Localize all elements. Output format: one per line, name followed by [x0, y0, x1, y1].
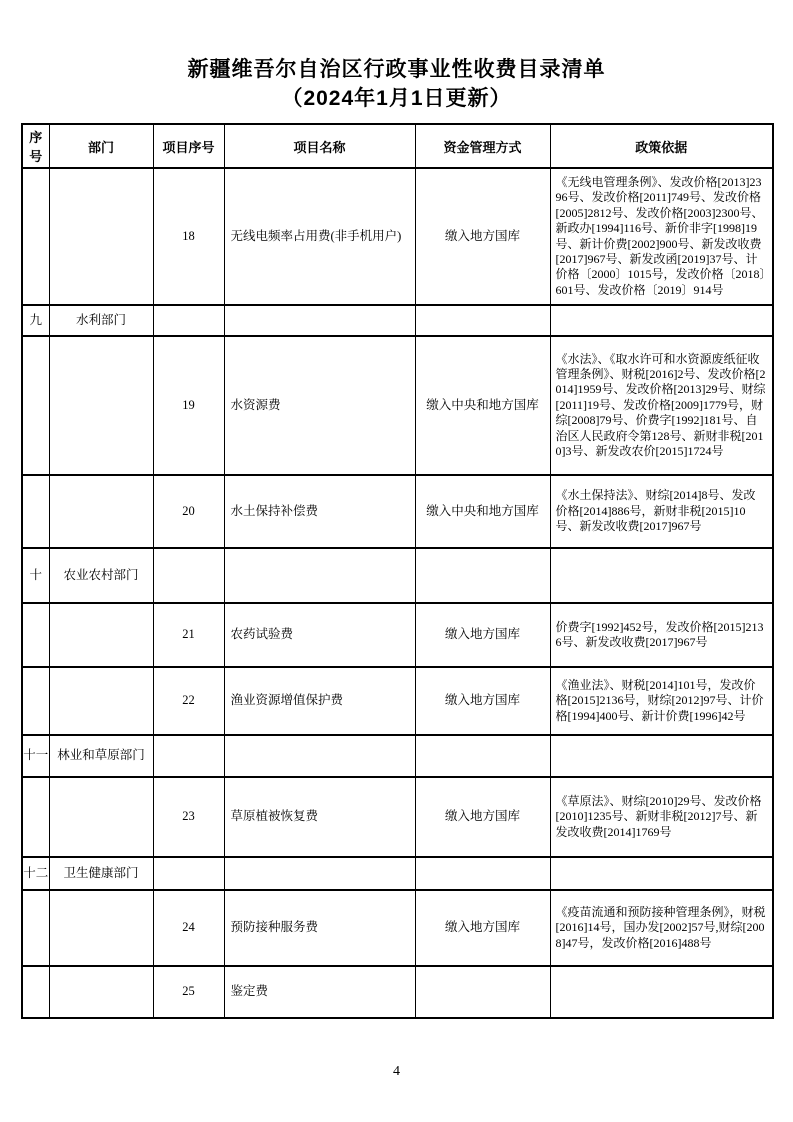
cell-dept: [49, 667, 153, 735]
cell-item-name: 水土保持补偿费: [224, 475, 415, 548]
table-header-row: [22, 124, 773, 168]
cell-seq: 十一: [22, 735, 49, 777]
col-header-dept: 部门: [49, 124, 153, 168]
table-row: [22, 603, 773, 667]
cell-policy: 价费字[1992]452号，发改价格[2015]2136号、新发改收费[2017]967号: [550, 603, 773, 667]
cell-policy: 《水土保持法》、财综[2014]8号、发改价格[2014]886号，新财非税[2015]10号、新发改收费[2017]967号: [550, 475, 773, 548]
cell-policy: 《草原法》、财综[2010]29号、发改价格[2010]1235号、新财非税[2012]7号、新发改收费[2014]1769号: [550, 777, 773, 857]
cell-dept: 农业农村部门: [49, 548, 153, 603]
document-title: [0, 55, 793, 113]
cell-seq: [22, 777, 49, 857]
cell-seq: [22, 603, 49, 667]
cell-policy: 《水法》、《取水许可和水资源废纸征收管理条例》、财税[2016]2号、发改价格[2014]1959号、发改价格[2013]29号、财综[2011]19号、发改价格[2009]1779号，财综[2008]79号、价费字[1992]181号、自治区人民政府令第128号、新财非税[2010]3号、新发改农价[2015]1724号: [550, 336, 773, 475]
cell-seq: 九: [22, 305, 49, 336]
table-row: [22, 966, 773, 1018]
cell-item-no: 22: [153, 667, 224, 735]
cell-item-no: 21: [153, 603, 224, 667]
col-header-item-name: 项目名称: [224, 124, 415, 168]
document-title-line2: （2024年1月1日更新）: [281, 87, 512, 110]
cell-item-no: 25: [153, 966, 224, 1018]
cell-policy: 《疫苗流通和预防接种管理条例》，财税[2016]14号，国办发[2002]57号,财综[2008]47号，发改价格[2016]488号: [550, 890, 773, 966]
cell-policy: 《渔业法》、财税[2014]101号，发改价格[2015]2136号，财综[2012]97号、计价格[1994]400号、新计价费[1996]42号: [550, 667, 773, 735]
cell-dept: 卫生健康部门: [49, 857, 153, 890]
cell-item-no: 19: [153, 336, 224, 475]
table-row: [22, 336, 773, 475]
cell-policy: [550, 305, 773, 336]
table-row: [22, 168, 773, 305]
cell-dept: [49, 890, 153, 966]
cell-dept: [49, 168, 153, 305]
cell-fund-mode: 缴入中央和地方国库: [415, 475, 550, 548]
cell-seq: [22, 890, 49, 966]
table-row: [22, 777, 773, 857]
cell-fund-mode: [415, 548, 550, 603]
col-header-seq: 序号: [22, 124, 49, 168]
col-header-fund-mode: 资金管理方式: [415, 124, 550, 168]
fee-catalog-table: [21, 123, 774, 1019]
table-row: [22, 735, 773, 777]
cell-fund-mode: 缴入中央和地方国库: [415, 336, 550, 475]
cell-dept: [49, 336, 153, 475]
cell-item-no: [153, 857, 224, 890]
table-row: [22, 548, 773, 603]
cell-fund-mode: 缴入地方国库: [415, 777, 550, 857]
cell-seq: [22, 336, 49, 475]
cell-item-name: 预防接种服务费: [224, 890, 415, 966]
cell-seq: 十二: [22, 857, 49, 890]
cell-fund-mode: [415, 857, 550, 890]
cell-item-name: 渔业资源增值保护费: [224, 667, 415, 735]
table-row: [22, 305, 773, 336]
col-header-policy: 政策依据: [550, 124, 773, 168]
cell-item-no: [153, 548, 224, 603]
document-title-line1: 新疆维吾尔自治区行政事业性收费目录清单: [187, 58, 606, 81]
cell-item-name: 无线电频率占用费(非手机用户): [224, 168, 415, 305]
cell-fund-mode: [415, 305, 550, 336]
cell-seq: [22, 475, 49, 548]
cell-seq: [22, 966, 49, 1018]
cell-item-name: [224, 548, 415, 603]
cell-fund-mode: 缴入地方国库: [415, 168, 550, 305]
cell-item-name: 农药试验费: [224, 603, 415, 667]
cell-fund-mode: [415, 966, 550, 1018]
cell-dept: [49, 966, 153, 1018]
cell-item-no: 23: [153, 777, 224, 857]
cell-policy: 《无线电管理条例》、发改价格[2013]2396号、发改价格[2011]749号、发改价格[2005]2812号、发改价格[2003]2300号、新政办[1994]116号、新价非字[1998]19号、新计价费[2002]900号、新发改收费[2017]967号、新发改函[2019]37号、计价格〔2000〕1015号，发改价格〔2018〕601号、发改价格〔2019〕914号: [550, 168, 773, 305]
cell-policy: [550, 735, 773, 777]
cell-policy: [550, 966, 773, 1018]
cell-fund-mode: 缴入地方国库: [415, 890, 550, 966]
cell-item-name: 鉴定费: [224, 966, 415, 1018]
table-row: [22, 857, 773, 890]
cell-dept: 水利部门: [49, 305, 153, 336]
cell-item-no: 18: [153, 168, 224, 305]
cell-policy: [550, 548, 773, 603]
cell-item-name: [224, 735, 415, 777]
table-row: [22, 890, 773, 966]
table-row: [22, 475, 773, 548]
page-number: 4: [393, 1064, 400, 1079]
cell-item-no: [153, 305, 224, 336]
col-header-item-no: 项目序号: [153, 124, 224, 168]
cell-fund-mode: [415, 735, 550, 777]
cell-item-name: [224, 857, 415, 890]
table-row: [22, 667, 773, 735]
cell-dept: 林业和草原部门: [49, 735, 153, 777]
cell-item-name: 水资源费: [224, 336, 415, 475]
cell-fund-mode: 缴入地方国库: [415, 667, 550, 735]
cell-seq: 十: [22, 548, 49, 603]
cell-dept: [49, 475, 153, 548]
cell-fund-mode: 缴入地方国库: [415, 603, 550, 667]
cell-item-name: 草原植被恢复费: [224, 777, 415, 857]
cell-item-name: [224, 305, 415, 336]
cell-item-no: 20: [153, 475, 224, 548]
cell-dept: [49, 777, 153, 857]
cell-seq: [22, 667, 49, 735]
cell-seq: [22, 168, 49, 305]
cell-item-no: 24: [153, 890, 224, 966]
cell-policy: [550, 857, 773, 890]
cell-dept: [49, 603, 153, 667]
cell-item-no: [153, 735, 224, 777]
